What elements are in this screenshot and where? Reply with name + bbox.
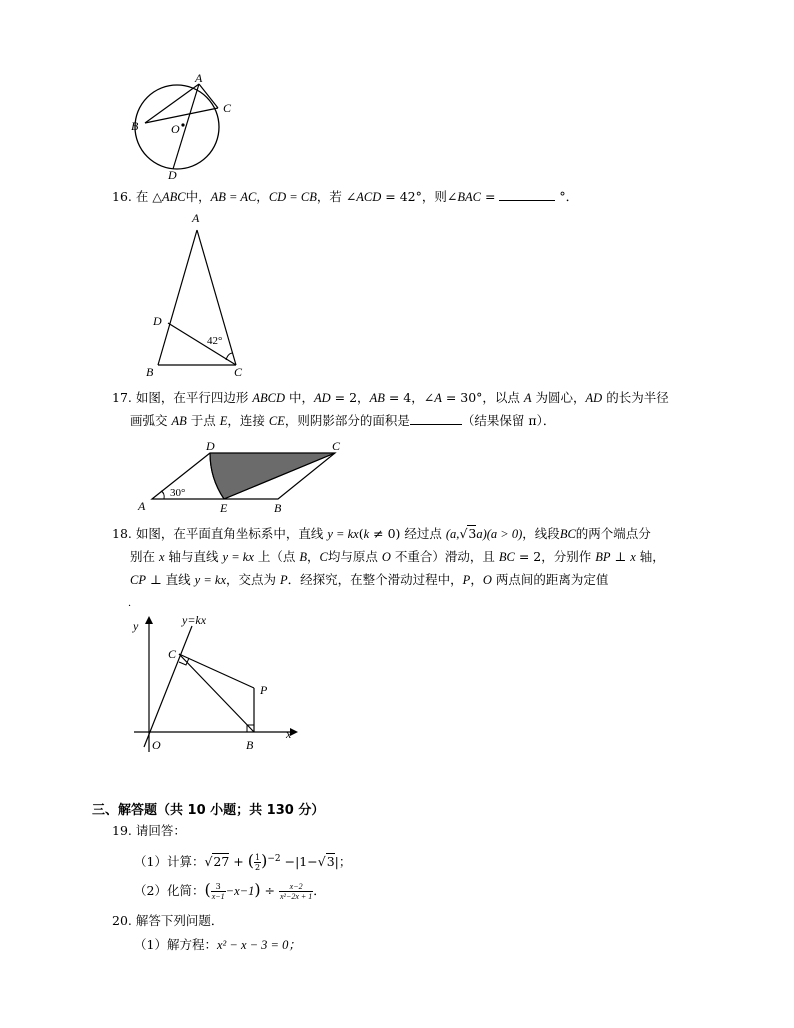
fraction-3-over-x-minus-1: $\frac{3}{x-1}$ bbox=[211, 882, 225, 901]
q20-title-line: 20. 解答下列问题． bbox=[112, 913, 224, 928]
q20-number: 20. bbox=[112, 913, 132, 928]
angle-label: 42° bbox=[207, 335, 223, 347]
q20-part1: （1）解方程：x² − x − 3 = 0； bbox=[134, 937, 301, 952]
q16-answer-blank bbox=[499, 190, 555, 201]
q17-line-2: 画弧交 AB 于点 E，连接 CE，则阴影部分的面积是 （结果保留 π）． bbox=[130, 413, 556, 428]
q17-number: 17. bbox=[112, 390, 132, 405]
label-A: A bbox=[195, 71, 203, 85]
q19-part2: （2）化简：( $\frac{3}{x-1}$ −x−1) ÷ $\frac{x-2}{\text{x²−2x + 1}}$ ． bbox=[134, 880, 326, 901]
q17-answer-blank bbox=[410, 414, 462, 425]
fraction-half: $\frac{1}{2}$ bbox=[255, 853, 261, 873]
fraction-divisor: $\frac{x-2}{\text{x²−2x + 1}}$ bbox=[280, 882, 313, 901]
q16-line: 16. 在 △ABC中，AB = AC，CD = CB，若 ∠ACD = 42°，则∠BAC = °． bbox=[112, 189, 579, 204]
q18-line-3: CP ⊥ 直线 y = kx，交点为 P．经探究，在整个滑动过程中，P，O 两点间的距离为定值 bbox=[130, 572, 609, 587]
q18-number: 18. bbox=[112, 526, 132, 541]
label-C: C bbox=[223, 101, 232, 115]
label-D: D bbox=[206, 439, 215, 453]
q19-number: 19. bbox=[112, 823, 132, 838]
figure-coordinate-plane bbox=[122, 612, 302, 757]
label-O: O bbox=[152, 738, 161, 752]
label-x: x bbox=[286, 727, 292, 741]
label-O: O bbox=[171, 122, 180, 136]
label-E: E bbox=[220, 501, 228, 515]
label-B: B bbox=[131, 119, 139, 133]
label-A: A bbox=[138, 499, 146, 513]
label-B: B bbox=[146, 365, 154, 379]
label-y: y bbox=[133, 619, 139, 633]
label-D: D bbox=[153, 314, 162, 328]
label-B: B bbox=[246, 738, 254, 752]
section-title: 三、解答题（共 10 小题；共 130 分） bbox=[92, 803, 325, 818]
label-P: P bbox=[260, 683, 268, 697]
label-D: D bbox=[168, 168, 177, 180]
q18-line-1: 18. 如图，在平面直角坐标系中，直线 y = kx(k ≠ 0) 经过点 (a,√3a)(a > 0)，线段BC的两个端点分 bbox=[112, 526, 651, 541]
label-line: y=kx bbox=[182, 613, 207, 627]
figure-isosceles-triangle bbox=[140, 210, 255, 380]
q17-line-1: 17. 如图，在平行四边形 ABCD 中，AD = 2，AB = 4，∠A = 30°，以点 A 为圆心，AD 的长为半径 bbox=[112, 390, 669, 405]
q18-line-4: ． bbox=[128, 598, 138, 609]
figure-circle bbox=[125, 70, 245, 180]
label-B: B bbox=[274, 501, 282, 515]
figure-parallelogram bbox=[130, 436, 355, 516]
label-C: C bbox=[332, 439, 341, 453]
q18-line-2: 别在 x 轴与直线 y = kx 上（点 B，C均与原点 O 不重合）滑动，且 BC = 2，分别作 BP ⊥ x 轴， bbox=[130, 549, 665, 564]
q19-part1: （1）计算：√27 + ( $\frac{1}{2}$ )$^{-2}$ −|1−√3|； bbox=[134, 851, 352, 873]
q19-title-line: 19. 请回答： bbox=[112, 823, 186, 838]
label-A: A bbox=[192, 211, 200, 225]
angle-label: 30° bbox=[170, 487, 186, 499]
label-C: C bbox=[234, 365, 243, 379]
q16-number: 16. bbox=[112, 189, 132, 204]
label-C: C bbox=[168, 647, 177, 661]
